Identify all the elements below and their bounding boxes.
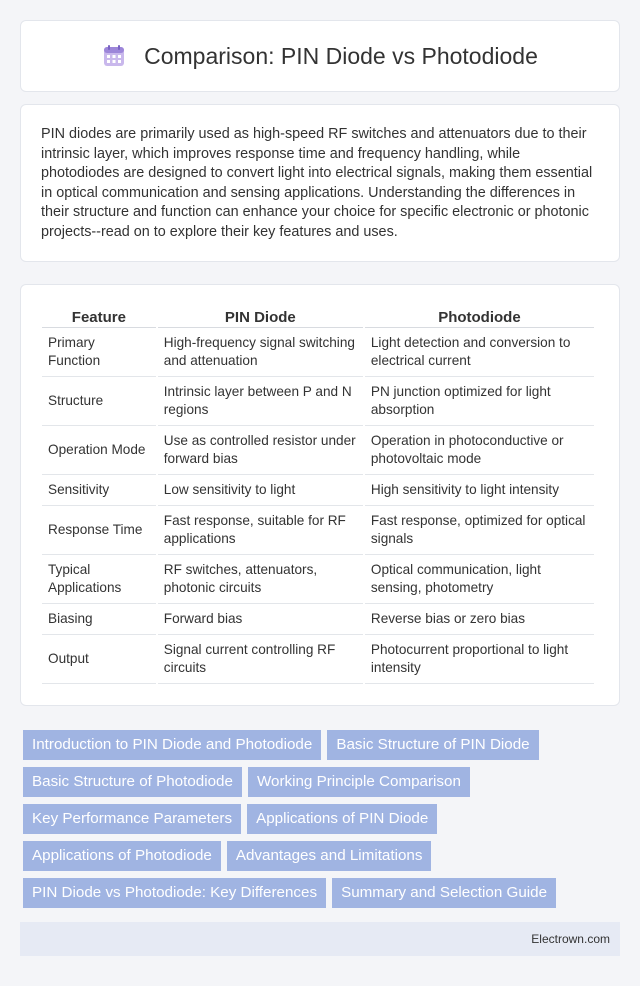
table-cell: Photocurrent proportional to light intensity — [365, 635, 594, 684]
topic-tag-link[interactable]: Basic Structure of PIN Diode — [327, 730, 538, 760]
table-cell: Intrinsic layer between P and N regions — [158, 377, 363, 426]
footer-brand: Electrown.com — [531, 932, 610, 946]
tag-row — [23, 841, 623, 871]
table-cell: Sensitivity — [42, 475, 156, 506]
topic-tag-link[interactable]: Advantages and Limitations — [227, 841, 432, 871]
topic-tag-link[interactable]: Introduction to PIN Diode and Photodiode — [23, 730, 321, 760]
comparison-table — [40, 303, 596, 684]
table-cell: Fast response, suitable for RF applications — [158, 506, 363, 555]
table-row — [42, 328, 594, 377]
table-cell: Fast response, optimized for optical signals — [365, 506, 594, 555]
table-row — [42, 604, 594, 635]
table-cell: High sensitivity to light intensity — [365, 475, 594, 506]
tag-row — [23, 878, 623, 908]
tag-row — [23, 730, 623, 760]
topic-tag-link[interactable]: Working Principle Comparison — [248, 767, 470, 797]
intro-card — [20, 104, 620, 262]
calendar-icon — [102, 44, 126, 68]
comparison-table-card — [20, 284, 620, 706]
tag-row — [23, 804, 623, 834]
table-cell: Low sensitivity to light — [158, 475, 363, 506]
footer — [20, 922, 620, 956]
table-cell: Operation Mode — [42, 426, 156, 475]
table-row — [42, 426, 594, 475]
table-cell: Light detection and conversion to electrical current — [365, 328, 594, 377]
header-card — [20, 20, 620, 92]
topic-tag-link[interactable]: Applications of Photodiode — [23, 841, 221, 871]
table-row — [42, 377, 594, 426]
table-cell: Use as controlled resistor under forward bias — [158, 426, 363, 475]
table-cell: Structure — [42, 377, 156, 426]
table-cell: Operation in photoconductive or photovoltaic mode — [365, 426, 594, 475]
table-cell: Signal current controlling RF circuits — [158, 635, 363, 684]
topic-tag-link[interactable]: Key Performance Parameters — [23, 804, 241, 834]
table-cell: Output — [42, 635, 156, 684]
column-header-feature: Feature — [42, 303, 156, 328]
table-cell: Forward bias — [158, 604, 363, 635]
tag-row — [23, 767, 623, 797]
table-row — [42, 555, 594, 604]
table-cell: Response Time — [42, 506, 156, 555]
topic-tag-link[interactable]: Basic Structure of Photodiode — [23, 767, 242, 797]
table-cell: Primary Function — [42, 328, 156, 377]
table-cell: Biasing — [42, 604, 156, 635]
table-cell: Typical Applications — [42, 555, 156, 604]
table-cell: Optical communication, light sensing, photometry — [365, 555, 594, 604]
topic-tags — [23, 730, 623, 915]
table-cell: PN junction optimized for light absorption — [365, 377, 594, 426]
table-cell: RF switches, attenuators, photonic circuits — [158, 555, 363, 604]
table-row — [42, 635, 594, 684]
table-cell: High-frequency signal switching and attenuation — [158, 328, 363, 377]
column-header-photodiode: Photodiode — [365, 303, 594, 328]
intro-text: PIN diodes are primarily used as high-speed RF switches and attenuators due to their intrinsic layer, which improves response time and frequency handling, while photodiodes are designed to convert light into electrical signals, making them essential in optical communication and sensing applications. Understanding the differences in their structure and function can enhance your choice for specific electronic or photonic projects--read on to explore their key features and uses. — [41, 126, 593, 240]
page-title: Comparison: PIN Diode vs Photodiode — [144, 42, 538, 69]
topic-tag-link[interactable]: Applications of PIN Diode — [247, 804, 437, 834]
table-row — [42, 506, 594, 555]
topic-tag-link[interactable]: PIN Diode vs Photodiode: Key Differences — [23, 878, 326, 908]
table-row — [42, 475, 594, 506]
topic-tag-link[interactable]: Summary and Selection Guide — [332, 878, 556, 908]
column-header-pin-diode: PIN Diode — [158, 303, 363, 328]
table-cell: Reverse bias or zero bias — [365, 604, 594, 635]
